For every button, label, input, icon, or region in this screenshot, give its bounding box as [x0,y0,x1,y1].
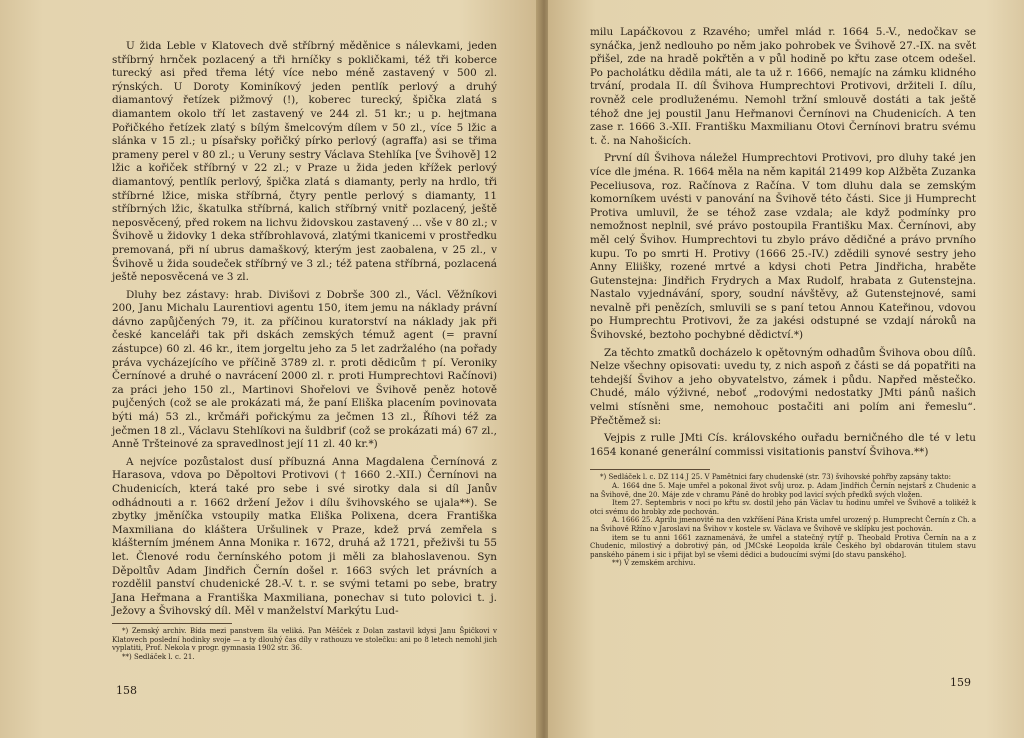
right-footnote-1: *) Sedláček l. c. DZ 114 J 25. V Pamětnici fary chudenské (str. 73) švihovské pohřby zapsány takto: [600,473,951,482]
left-footnote-1: *) Zemský archiv. Bída mezi panstvem šla veliká. Pan Měšček z Dolan zastavil kdysi Janu Špičkovi v Klatovech poslední hodinky svoje — a ty dlouhý čas díly v rathouzu ve stolečku: ani po 8 letech nemohl jich vyplatiti, Prof. Nekola v progr. gymnasia 1902 str. 36. [112,626,497,653]
right-footnote-5: item se tu anni 1661 zaznamenává, že umřel a statečný rytíř p. Theobald Protiva Černín na a z Chudenic, milostivý a dobrotivý pán, od JMCské Leopolda krále Českého byl obdarován titulem stavu panského pánem i sic i přijat byl se všemi dědici a budoucími svými [do stavu panského]. [590,533,976,559]
right-footnote-3: Item 27. Septembris v noci po křtu sv. dostil jeho pán Václav tu hodinu umřel ve Švihově a tolikéž k otci svému do hrobky zde pochován. [590,499,976,516]
left-page-number: 158 [116,684,137,697]
right-paragraph-4: Vejpis z rulle JMti Cís. královského ouřadu berničného dle té v letu 1654 konané generální commissi visitationis panství Švihova.**) [590,432,976,458]
left-footnote-rule [112,623,232,624]
left-paragraph-3: A nejvíce pozůstalost dusí příbuzná Anna Magdalena Černínová z Harasova, vdova po Děpoltovi Protivovi († 1660 2.-XII.) Černínovi na Chudenicích, která také pro sebe i své sirotky dala si díl Janův odhádnouti a r. 1662 držení Ježov i dílu švihovského se ujala**). Se zbytky jměníčka vstoupily matka Eliška Polixena, dcera Františka Maxmiliana do kláštera Uršulinek v Praze, kdež prvá zemřela s klášterním jménem Anna Monika r. 1672, druhá až 1721, přeživši tu 55 let. Členové rodu černínského potom ji měli za blahoslavenou. Syn Děpoltův Adam Jindřich Černín došel r. 1663 svých let právních a rozdělil panství chudenické 28.-V. t. r. se svými tetami po sebe, bratry Jana Heřmana a Františka Maxmiliana, ponechav si tuto polovici t. j. Ježovy a Švihovský díl. Měl v manželství Markýtu Lud- [112,455,497,618]
right-footnotes [590,469,976,568]
left-text-column [112,40,497,661]
left-paragraph-1: U žida Leble v Klatovech dvě stříbrný měděnice s nálevkami, jeden stříbrný hrnček pozlacený a tři hrníčky s pokličkami, též tři koberce turecký asi před třema létý více nebo méně zastavený v 500 zl. rýnských. U Doroty Kominíkový jeden pentlík perlový a druhý diamantový řetízek pižmový (!), koberec turecký, špička zlatá s diamantem okolo tří let zastavený ve 244 zl. 51 kr.; u p. hejtmana Pořičkého řetízek zlatý s bílým šmelcovým dílem v 50 zl., více 5 lžic a slánka v 15 zl.; u písařsky pořičký pírko perlový (agraffa) asi se třima prameny perel v 80 zl.; u Veruny sestry Václava Stehlíka [ve Švihově] 12 lžic a kořiček stříbrný v 22 zl.; v Praze u žida jeden křížek perlový diamantový, pentlík perlový, špička zlatá s diamanty, perly na hrdlo, tři stříbrné lžice, miska stříbrná, čtyry pentle perlový s diamanty, 11 stříbrných lžic, škatulka stříbrná, kalich stříbrný vnitř pozlacený, ještě neposvěcený, před rokem na lichvu židovskou zastavený ... vše v 80 zl.; v Švihově u židovky 1 deka stříbrohlavová, zlatými tkanicemi v prostředku premovaná, při ní ubrus damaškový, kterým jest zaobalena, v 25 zl., v Švihově u žida soudeček stříbrný ve 3 zl.; též patena stříbrná, pozlacená ještě neposvěcená ve 3 zl. [112,40,497,284]
left-footnote-2: **) Sedláček l. c. 21. [122,652,195,661]
right-footnote-rule [590,469,710,470]
right-footnote-2: A. 1664 dne 5. Maje umřel a pokonal život svůj uroz. p. Adam Jindřich Černín nejstarš z Chudenic a na Švihově, dne 20. Máje zde v chramu Páně do hrobky pod lavicí svých předků svých vložen. [590,482,976,499]
right-page [548,0,1024,738]
right-page-number: 159 [950,676,971,689]
right-footnote-4: A. 1666 25. Aprilu jmenovitě na den vzkříšení Pána Krista umřel urozený p. Humprecht Černín z Ch. a na Švihově Ržíno v Jaroslavi na Švihov v kostele sv. Václava ve Švihově ve sklípku jest pochován. [590,516,976,533]
left-paragraph-2: Dluhy bez zástavy: hrab. Divišovi z Dobrše 300 zl., Václ. Věžníkovi 200, Janu Michalu Laurentiovi agentu 150, item jemu na náklady právní dávno zapůjčených 79, it. za příčinou kuratorství na náklady jak při české kanceláři tak při dskách zemských témuž agent (= pravní zástupce) 60 zl. 46 kr., item jorgeltu jeho za 5 let zadržalého (na pořady práva vycházejícího ve příčině 3789 zl. r. proti dědicům † pí. Veroniky Černínové a druhé o navrácení 2000 zl. r. proti Humprechtovi Račínovi) za práci jeho 150 zl., Martinovi Shořelovi ve Švihově peněz hotově pujčených (což se ale prokázati má, že paní Eliška placením povinovata býti má) 53 zl., krčmáři pořickýmu za ječmen 13 zl., Říhovi též za ječmen 18 zl., Václavu Stehlíkovi na šuldbrif (což se prokázati má) 67 zl., Anně Tršteinové za spravedlnost její 11 zl. 40 kr.*) [112,288,497,451]
right-text-column [590,26,976,568]
right-paragraph-1: milu Lapáčkovou z Rzavého; umřel mlád r. 1664 5.-V., nedočkav se synáčka, jenž nedlouho po něm jako pohrobek ve Švihově 27.-IX. na svět přišel, zde na hradě pokřtěn a v půl hodině po křtu zase otcem odešel. Po pacholátku dědila máti, ale ta už r. 1666, nemajíc na zámku klidného trvání, prodala II. díl Švihova Humprechtovi Protivovi, držiteli I. dílu, rovněž cele prodluženému. Nemohl tržní smlouvě dostáti a tak ještě téhož dne jej poustil Janu Heřmanovi Černínovi na Chudenicích. A ten zase r. 1666 3.-XII. Františku Maxmilianu Otovi Černínovi bratru svému t. č. na Nahošicích. [590,26,976,147]
right-paragraph-2: První díl Švihova náležel Humprechtovi Protivovi, pro dluhy také jen více dle jména. R. 1664 měla na něm kapitál 21499 kop Alžběta Zuzanka Peceliusova, roz. Račínova z Račína. V tom dluhu dala se zemským komorníkem uvésti v panování na Švihově této části. Sice ji Humprecht Protiva umluvil, že se téhož zase vzdala; ale když podmínky pro nemožnost neplnil, své právo postoupila Františku Max. Černínovi, aby měl celý Švihov. Humprechtovi tu zbylo právo dědičné a právo prvního kupu. To po smrti H. Protivy (1666 25.-IV.) zdědili synové sestry jeho Anny Eliišky, rozené mrtvé a kdysi choti Petra Jindřicha, hraběte Gutenstejna: Jindřich Frydrych a Max Rudolf, hrabata z Gutenstejna. Nastalo vyjednávání, spory, soudní návštěvy, až Gutenstejnové, sami nevalně při penězích, smluvili se s paní tetou Annou Kateřinou, vdovou po Humprechtu Protivovi, že za jakési odstupné se vzdají nároků na Švihovské, beztoho pochybné dědictví.*) [590,152,976,342]
right-paragraph-3: Za těchto zmatků docházelo k opětovným odhadům Švihova obou dílů. Nelze všechny opisovati: uvedu ty, z nich aspoň z části se dá popatřiti na tehdejší Švihov a jeho obyvatelstvo, zámek i půdu. Napřed městečko. Chudé, málo výživné, neboť „rodovými nedostatky JMti pánů našich velmi stísněni sme, nemohouc postačiti ani polím ani řemeslu“. Přečtěmež si: [590,346,976,427]
right-footnote-6: **) V zemském archivu. [612,559,696,568]
